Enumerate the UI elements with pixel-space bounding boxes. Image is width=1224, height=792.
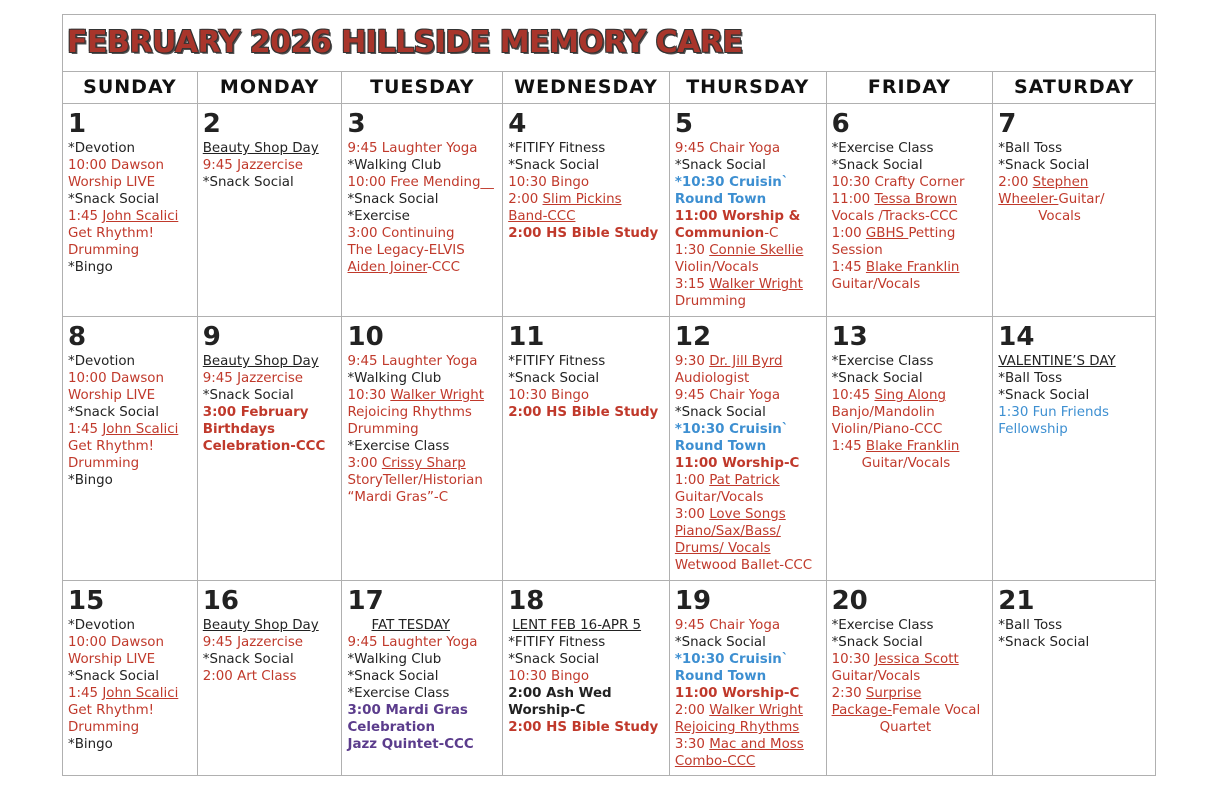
- event-line: Drumming: [347, 422, 419, 437]
- event-line: 3:00 February: [202, 405, 309, 420]
- event-text-part: 1:45: [831, 260, 866, 275]
- event-text-part: Slim Pickins: [542, 192, 622, 207]
- weekday-header-sunday: SUNDAY: [63, 72, 198, 103]
- event-line: Guitar/Vocals: [861, 456, 951, 471]
- event-line: 9:45 Jazzercise: [202, 635, 304, 650]
- event-text-part: 10:30: [831, 652, 875, 667]
- event-line: [675, 225, 826, 242]
- event-line: Vocals: [1038, 209, 1081, 224]
- event-line: *Snack Social: [998, 158, 1090, 173]
- event-line: *Snack Social: [202, 175, 294, 190]
- event-line: [832, 191, 993, 208]
- event-line: *Snack Social: [202, 388, 294, 403]
- event-text-part: Aiden Joiner: [347, 260, 428, 275]
- day-cell-7: [993, 104, 1155, 316]
- title-row: [63, 15, 1155, 72]
- day-cell-1: [63, 104, 198, 316]
- event-text-part: 1:45: [68, 686, 103, 701]
- event-line: [508, 191, 669, 208]
- event-line: 2:00 HS Bible Study: [508, 226, 659, 241]
- day-cell-16: [198, 581, 343, 775]
- day-number: 5: [674, 109, 693, 139]
- event-text-part: Stephen: [1032, 175, 1089, 190]
- event-text-part: John Scalici: [102, 209, 179, 224]
- event-line: *Walking Club: [347, 652, 442, 667]
- event-line: [832, 702, 993, 719]
- weekday-header-thursday: THURSDAY: [670, 72, 827, 103]
- event-line: 2:00 HS Bible Study: [508, 720, 659, 735]
- event-text-part: 1:45: [68, 209, 103, 224]
- day-cell-18: [503, 581, 670, 775]
- event-text-part: Petting: [908, 226, 956, 241]
- event-text-part: Sing Along: [874, 388, 946, 403]
- event-line: [68, 421, 197, 438]
- weekday-header-saturday: SATURDAY: [1013, 76, 1135, 98]
- event-line: *Bingo: [68, 737, 113, 752]
- day-number: 20: [831, 586, 868, 616]
- event-text-part: Walker Wright: [390, 388, 485, 403]
- event-line: Beauty Shop Day: [202, 141, 319, 156]
- day-number: 2: [202, 109, 221, 139]
- event-line: Get Rhythm!: [68, 226, 154, 241]
- event-line: Guitar/Vocals: [674, 490, 764, 505]
- event-line: Wetwood Ballet-CCC: [674, 558, 813, 573]
- day-cell-6: [827, 104, 994, 316]
- event-line: Beauty Shop Day: [202, 618, 319, 633]
- day-cell-8: [63, 317, 198, 580]
- event-text-part: Connie Skellie: [709, 243, 804, 258]
- day-number: 4: [508, 109, 527, 139]
- event-line: Banjo/Mandolin: [831, 405, 935, 420]
- event-line: *Ball Toss: [998, 371, 1063, 386]
- day-number: 10: [347, 322, 384, 352]
- event-line: [675, 242, 826, 259]
- event-text-part: Love Songs: [709, 507, 786, 522]
- event-line: *10:30 Cruisin`: [674, 175, 789, 190]
- event-line: Violin/Vocals: [674, 260, 759, 275]
- event-line: *Exercise: [347, 209, 410, 224]
- weekday-header-wednesday: WEDNESDAY: [503, 72, 670, 103]
- event-line: *Bingo: [68, 260, 113, 275]
- event-line: *Snack Social: [831, 158, 923, 173]
- event-line: “Mardi Gras”-C: [347, 490, 449, 505]
- day-cell-15: [63, 581, 198, 775]
- event-line: Celebration: [347, 720, 436, 735]
- event-line: Celebration-CCC: [202, 439, 326, 454]
- event-text-part: Jessica Scott: [874, 652, 959, 667]
- event-line: 9:45 Chair Yoga: [674, 141, 781, 156]
- event-line: 9:45 Laughter Yoga: [347, 141, 478, 156]
- event-line: *Ball Toss: [998, 141, 1063, 156]
- event-line: VALENTINE’S DAY: [998, 354, 1116, 369]
- day-cell-13: [827, 317, 994, 580]
- event-line: *FITIFY Fitness: [508, 354, 606, 369]
- event-text-part: Blake Franklin: [865, 260, 960, 275]
- day-cell-12: [670, 317, 827, 580]
- event-line: Violin/Piano-CCC: [831, 422, 943, 437]
- event-text-part: 1:45: [831, 439, 866, 454]
- event-line: 3:00 Mardi Gras: [347, 703, 468, 718]
- event-line: Combo-CCC: [674, 754, 756, 769]
- event-line: Beauty Shop Day: [202, 354, 319, 369]
- event-text-part: 11:00: [831, 192, 875, 207]
- weekday-header-friday: FRIDAY: [827, 72, 994, 103]
- event-line: 3:00 Continuing: [347, 226, 455, 241]
- day-cell-21: [993, 581, 1155, 775]
- day-number: 11: [508, 322, 545, 352]
- day-number: 21: [998, 586, 1035, 616]
- event-text-part: Package-: [831, 703, 892, 718]
- event-line: [998, 191, 1155, 208]
- event-line: Vocals /Tracks-CCC: [831, 209, 958, 224]
- day-number: 1: [68, 109, 87, 139]
- day-number: 12: [674, 322, 712, 352]
- event-line: Session: [831, 243, 883, 258]
- event-line: Rejoicing Rhythms: [674, 720, 800, 735]
- event-line: [347, 259, 502, 276]
- event-line: 11:00 Worship-C: [674, 686, 800, 701]
- event-line: 10:00 Dawson: [68, 158, 164, 173]
- event-line: Worship-C: [508, 703, 586, 718]
- week-row-1: [63, 104, 1155, 317]
- event-line: Round Town: [674, 439, 767, 454]
- event-line: *Snack Social: [998, 388, 1090, 403]
- week-row-2: [63, 317, 1155, 581]
- event-line: 9:45 Laughter Yoga: [347, 635, 478, 650]
- event-line: Guitar/Vocals: [831, 669, 921, 684]
- day-cell-17: [342, 581, 503, 775]
- event-text-part: Walker Wright: [709, 703, 803, 718]
- day-cell-4: [503, 104, 670, 316]
- day-cell-3: [342, 104, 503, 316]
- day-number: 15: [68, 586, 105, 616]
- day-number: 17: [347, 586, 384, 616]
- event-text-part: 1:30: [674, 243, 710, 258]
- event-line: 10:30 Bingo: [508, 175, 590, 190]
- event-text-part: -C: [783, 456, 800, 471]
- event-line: 10:00 Dawson: [68, 371, 164, 386]
- day-number: 16: [202, 586, 239, 616]
- event-line: *Devotion: [68, 141, 136, 156]
- event-text-part: 3:30: [674, 737, 710, 752]
- event-line: Audiologist: [674, 371, 750, 386]
- event-line: 10:30 Bingo: [508, 388, 590, 403]
- day-number: 19: [674, 586, 712, 616]
- day-number: 13: [831, 322, 868, 352]
- event-line: 2:00 Ash Wed: [508, 686, 612, 701]
- event-line: 9:45 Jazzercise: [202, 158, 304, 173]
- day-number: 14: [998, 322, 1035, 352]
- event-line: [832, 225, 993, 242]
- event-line: *Snack Social: [508, 371, 600, 386]
- event-line: [832, 259, 993, 276]
- day-number: 7: [998, 109, 1017, 139]
- event-line: [68, 208, 197, 225]
- event-line: Band-CCC: [508, 209, 576, 224]
- event-line: The Legacy-ELVIS: [347, 243, 465, 258]
- event-text-part: Pat Patrick: [709, 473, 780, 488]
- event-line: *Ball Toss: [998, 618, 1063, 633]
- event-text-part: Tessa Brown: [874, 192, 958, 207]
- event-line: *10:30 Cruisin`: [674, 422, 789, 437]
- event-line: [68, 685, 197, 702]
- event-line: *Walking Club: [347, 158, 442, 173]
- event-line: [832, 387, 993, 404]
- event-line: Piano/Sax/Bass/: [674, 524, 781, 539]
- event-line: *Snack Social: [347, 192, 439, 207]
- event-line: *Walking Club: [347, 371, 442, 386]
- event-text-part: -CCC: [427, 260, 460, 275]
- event-text-part: 1:00: [674, 473, 710, 488]
- event-line: Birthdays: [202, 422, 275, 437]
- calendar: [62, 14, 1156, 776]
- event-text-part: Female Vocal: [891, 703, 981, 718]
- event-line: *Snack Social: [674, 635, 766, 650]
- event-line: [675, 702, 826, 719]
- event-text-part: 1:45: [68, 422, 103, 437]
- day-cell-9: [198, 317, 343, 580]
- event-text-part: GBHS: [865, 226, 909, 241]
- event-line: [675, 736, 826, 753]
- day-cell-5: [670, 104, 827, 316]
- event-line: *Snack Social: [508, 158, 600, 173]
- event-text-part: 10:45: [831, 388, 875, 403]
- event-line: [347, 455, 502, 472]
- event-line: Worship LIVE: [68, 652, 156, 667]
- day-number: 8: [68, 322, 87, 352]
- event-text-part: 9:30: [674, 354, 710, 369]
- day-number: 9: [202, 322, 221, 352]
- event-line: Drumming: [68, 720, 140, 735]
- event-line: 10:30 Bingo: [508, 669, 590, 684]
- event-line: 2:00 Art Class: [202, 669, 297, 684]
- weekday-header-row: [63, 72, 1155, 104]
- event-line: LENT FEB 16-APR 5: [512, 618, 642, 633]
- event-line: *Snack Social: [831, 371, 923, 386]
- event-text-part: 2:00: [674, 703, 710, 718]
- event-line: 11:00 Worship &: [674, 209, 801, 224]
- day-cell-14: [993, 317, 1155, 580]
- event-text-part: 11:00 Worship: [674, 456, 784, 471]
- event-line: *Exercise Class: [347, 439, 450, 454]
- event-line: StoryTeller/Historian: [347, 473, 483, 488]
- weeks-container: [63, 104, 1155, 775]
- event-line: *Snack Social: [68, 669, 159, 684]
- event-text-part: -C: [764, 226, 779, 241]
- event-line: Worship LIVE: [68, 175, 156, 190]
- event-line: *Snack Social: [347, 669, 439, 684]
- day-number: 6: [831, 109, 850, 139]
- event-line: *FITIFY Fitness: [508, 141, 606, 156]
- event-text-part: Guitar/: [1058, 192, 1105, 207]
- event-text-part: 3:15: [674, 277, 710, 292]
- event-line: Get Rhythm!: [68, 703, 154, 718]
- event-line: Get Rhythm!: [68, 439, 154, 454]
- event-line: [832, 438, 993, 455]
- event-text-part: Surprise: [865, 686, 922, 701]
- event-line: [675, 455, 826, 472]
- event-line: *Exercise Class: [347, 686, 450, 701]
- event-line: 10:00 Dawson: [68, 635, 164, 650]
- event-line: [675, 276, 826, 293]
- event-line: [347, 387, 502, 404]
- event-line: Guitar/Vocals: [831, 277, 921, 292]
- event-line: *Snack Social: [831, 635, 923, 650]
- event-line: 9:45 Chair Yoga: [674, 618, 781, 633]
- event-line: Round Town: [674, 669, 767, 684]
- event-line: Rejoicing Rhythms: [347, 405, 472, 420]
- event-line: *10:30 Cruisin`: [674, 652, 789, 667]
- event-line: [832, 651, 993, 668]
- week-row-3: [63, 581, 1155, 775]
- event-text-part: Mac and Moss: [709, 737, 804, 752]
- event-line: Drumming: [68, 456, 140, 471]
- event-line: FAT TESDAY: [371, 618, 451, 633]
- event-text-part: John Scalici: [102, 422, 179, 437]
- event-line: *Snack Social: [68, 405, 159, 420]
- event-line: *Devotion: [68, 618, 136, 633]
- event-line: *Bingo: [68, 473, 113, 488]
- event-line: 10:30 Crafty Corner: [831, 175, 965, 190]
- event-line: 9:45 Laughter Yoga: [347, 354, 478, 369]
- event-text-part: 1:00: [831, 226, 866, 241]
- day-cell-11: [503, 317, 670, 580]
- event-line: *Snack Social: [674, 405, 766, 420]
- day-cell-19: [670, 581, 827, 775]
- event-text-part: Communion: [674, 226, 765, 241]
- event-line: 9:45 Jazzercise: [202, 371, 304, 386]
- event-line: Round Town: [674, 192, 767, 207]
- event-line: Drums/ Vocals: [674, 541, 771, 556]
- event-text-part: 2:00: [998, 175, 1033, 190]
- day-cell-10: [342, 317, 503, 580]
- event-line: *Snack Social: [202, 652, 294, 667]
- event-line: [998, 174, 1155, 191]
- day-cell-20: [827, 581, 994, 775]
- event-line: *Devotion: [68, 354, 136, 369]
- event-line: 1:30 Fun Friends: [998, 405, 1109, 420]
- event-line: [675, 472, 826, 489]
- event-text-part: Dr. Jill Byrd: [709, 354, 783, 369]
- event-text-part: 2:30: [831, 686, 866, 701]
- event-line: 2:00 HS Bible Study: [508, 405, 659, 420]
- weekday-header-monday: MONDAY: [198, 72, 343, 103]
- event-line: [832, 685, 993, 702]
- event-line: *FITIFY Fitness: [508, 635, 606, 650]
- day-number: 3: [347, 109, 366, 139]
- event-line: *Snack Social: [998, 635, 1090, 650]
- event-line: Worship LIVE: [68, 388, 156, 403]
- event-line: *Exercise Class: [831, 141, 934, 156]
- event-line: Drumming: [674, 294, 746, 309]
- event-text-part: Wheeler-: [998, 192, 1059, 207]
- event-text-part: Blake Franklin: [865, 439, 960, 454]
- event-text-part: 3:00: [674, 507, 710, 522]
- event-text-part: John Scalici: [102, 686, 179, 701]
- event-line: Drumming: [68, 243, 140, 258]
- event-text-part: Walker Wright: [709, 277, 803, 292]
- event-line: *Snack Social: [68, 192, 159, 207]
- event-line: *Snack Social: [674, 158, 766, 173]
- day-cell-2: [198, 104, 343, 316]
- weekday-header-tuesday: TUESDAY: [342, 72, 503, 103]
- event-line: *Exercise Class: [831, 354, 934, 369]
- event-line: [675, 506, 826, 523]
- event-text-part: 3:00: [347, 456, 382, 471]
- event-line: *Exercise Class: [831, 618, 934, 633]
- event-line: [675, 353, 826, 370]
- event-line: 10:00 Free Mending__: [347, 175, 494, 190]
- day-number: 18: [508, 586, 545, 616]
- event-text-part: 2:00: [508, 192, 543, 207]
- event-line: 9:45 Chair Yoga: [674, 388, 781, 403]
- event-line: Quartet: [879, 720, 932, 735]
- event-line: *Snack Social: [508, 652, 600, 667]
- event-line: Jazz Quintet-CCC: [347, 737, 474, 752]
- event-line: Fellowship: [998, 422, 1068, 437]
- event-text-part: Crissy Sharp: [381, 456, 466, 471]
- event-text-part: 10:30: [347, 388, 391, 403]
- calendar-title: FEBRUARY 2026 HILLSIDE MEMORY CARE: [67, 25, 743, 60]
